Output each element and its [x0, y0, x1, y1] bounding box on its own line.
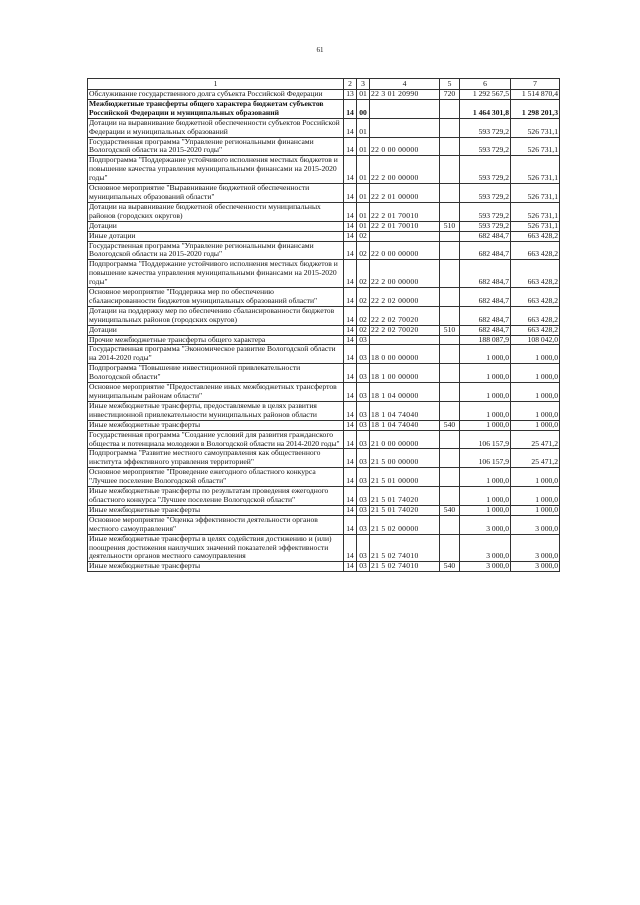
amount-year2-cell: 25 471,2 [511, 430, 560, 449]
item-name-cell: Подпрограмма "Повышение инвестиционной привлекательности Вологодской области" [88, 364, 344, 383]
column-header: 6 [460, 79, 511, 90]
amount-year2-cell: 1 000,0 [511, 383, 560, 402]
page-number: 61 [316, 46, 324, 54]
table-row [88, 202, 560, 221]
table-row [88, 99, 560, 118]
amount-year1-cell: 1 464 301,8 [460, 99, 511, 118]
amount-year1-cell: 1 000,0 [460, 345, 511, 364]
subsection-code-cell: 01 [357, 90, 370, 100]
section-code-cell: 14 [344, 487, 357, 506]
amount-year1-cell: 682 484,7 [460, 260, 511, 288]
amount-year1-cell: 1 000,0 [460, 505, 511, 515]
amount-year2-cell: 1 000,0 [511, 401, 560, 420]
target-code-cell: 18 1 04 74040 [370, 401, 440, 420]
subsection-code-cell: 03 [357, 487, 370, 506]
subsection-code-cell: 03 [357, 449, 370, 468]
item-name-cell: Дотации на выравнивание бюджетной обеспеченности субъектов Российской Федерации и муниципальных образований [88, 118, 344, 137]
subsection-code-cell: 03 [357, 335, 370, 345]
amount-year2-cell: 1 000,0 [511, 468, 560, 487]
table-row [88, 118, 560, 137]
table-row [88, 468, 560, 487]
expense-type-cell [440, 156, 460, 184]
amount-year1-cell: 682 484,7 [460, 241, 511, 260]
subsection-code-cell: 03 [357, 515, 370, 534]
target-code-cell: 22 2 02 70020 [370, 306, 440, 325]
target-code-cell: 22 2 00 00000 [370, 156, 440, 184]
expense-type-cell [440, 202, 460, 221]
item-name-cell: Иные межбюджетные трансферты [88, 505, 344, 515]
amount-year2-cell: 3 000,0 [511, 562, 560, 572]
amount-year2-cell: 663 428,2 [511, 288, 560, 307]
subsection-code-cell: 02 [357, 306, 370, 325]
amount-year2-cell: 1 298 201,3 [511, 99, 560, 118]
item-name-cell: Основное мероприятие "Оценка эффективности деятельности органов местного самоуправления" [88, 515, 344, 534]
subsection-code-cell: 02 [357, 241, 370, 260]
subsection-code-cell: 02 [357, 325, 370, 335]
amount-year1-cell: 682 484,7 [460, 231, 511, 241]
expense-type-cell [440, 231, 460, 241]
amount-year1-cell: 593 729,2 [460, 118, 511, 137]
table-row [88, 383, 560, 402]
section-code-cell: 14 [344, 156, 357, 184]
amount-year1-cell: 106 157,9 [460, 430, 511, 449]
expense-type-cell: 540 [440, 562, 460, 572]
section-code-cell: 14 [344, 430, 357, 449]
table-row [88, 231, 560, 241]
column-header: 7 [511, 79, 560, 90]
section-code-cell: 14 [344, 184, 357, 203]
table-row [88, 401, 560, 420]
section-code-cell: 14 [344, 505, 357, 515]
table-row [88, 325, 560, 335]
subsection-code-cell: 03 [357, 401, 370, 420]
item-name-cell: Дотации на поддержку мер по обеспечению сбалансированности бюджетов муниципальных районов (городских округов) [88, 306, 344, 325]
table-row [88, 345, 560, 364]
amount-year2-cell: 1 000,0 [511, 487, 560, 506]
subsection-code-cell: 03 [357, 364, 370, 383]
amount-year2-cell: 1 000,0 [511, 505, 560, 515]
table-row [88, 534, 560, 562]
column-header: 1 [88, 79, 344, 90]
target-code-cell: 22 2 02 70020 [370, 325, 440, 335]
amount-year1-cell: 188 087,9 [460, 335, 511, 345]
target-code-cell: 18 1 04 00000 [370, 383, 440, 402]
subsection-code-cell: 03 [357, 468, 370, 487]
expense-type-cell [440, 241, 460, 260]
item-name-cell: Обслуживание государственного долга субъекта Российской Федерации [88, 90, 344, 100]
amount-year2-cell: 663 428,2 [511, 241, 560, 260]
amount-year1-cell: 593 729,2 [460, 156, 511, 184]
item-name-cell: Основное мероприятие "Поддержка мер по обеспечению сбалансированности бюджетов муниципальных образований области" [88, 288, 344, 307]
item-name-cell: Межбюджетные трансферты общего характера бюджетам субъектов Российской Федерации и муниципальных образований [88, 99, 344, 118]
item-name-cell: Основное мероприятие "Проведение ежегодного областного конкурса "Лучшее поселение Вологодской области" [88, 468, 344, 487]
section-code-cell: 14 [344, 137, 357, 156]
column-header: 4 [370, 79, 440, 90]
subsection-code-cell: 01 [357, 137, 370, 156]
item-name-cell: Подпрограмма "Развитие местного самоуправления как общественного института эффективного управления территорией" [88, 449, 344, 468]
target-code-cell: 18 1 00 00000 [370, 364, 440, 383]
expense-type-cell: 540 [440, 420, 460, 430]
section-code-cell: 14 [344, 534, 357, 562]
expense-type-cell [440, 335, 460, 345]
item-name-cell: Подпрограмма "Поддержание устойчивого исполнения местных бюджетов и повышение качества управления муниципальными финансами на 2015-2020 годы" [88, 156, 344, 184]
amount-year1-cell: 3 000,0 [460, 534, 511, 562]
table-row [88, 420, 560, 430]
target-code-cell: 21 5 02 74010 [370, 562, 440, 572]
section-code-cell: 14 [344, 515, 357, 534]
table-row [88, 430, 560, 449]
expense-type-cell [440, 118, 460, 137]
subsection-code-cell: 00 [357, 99, 370, 118]
table-row [88, 221, 560, 231]
section-code-cell: 14 [344, 383, 357, 402]
expense-type-cell: 540 [440, 505, 460, 515]
section-code-cell: 14 [344, 202, 357, 221]
budget-table [87, 78, 560, 572]
target-code-cell: 21 5 02 00000 [370, 515, 440, 534]
amount-year1-cell: 1 000,0 [460, 401, 511, 420]
expense-type-cell [440, 364, 460, 383]
amount-year1-cell: 682 484,7 [460, 325, 511, 335]
amount-year2-cell: 526 731,1 [511, 221, 560, 231]
table-row [88, 364, 560, 383]
target-code-cell: 22 2 01 00000 [370, 184, 440, 203]
section-code-cell: 14 [344, 335, 357, 345]
subsection-code-cell: 03 [357, 534, 370, 562]
section-code-cell: 14 [344, 118, 357, 137]
item-name-cell: Государственная программа "Создание условий для развития гражданского общества и потенциала молодежи в Вологодской области на 2014-2020 годы" [88, 430, 344, 449]
amount-year1-cell: 3 000,0 [460, 515, 511, 534]
amount-year1-cell: 682 484,7 [460, 306, 511, 325]
item-name-cell: Иные межбюджетные трансферты в целях содействия достижению и (или) поощрения достижения наилучших значений показателей эффективности деятельности органов местного самоуправления [88, 534, 344, 562]
subsection-code-cell: 01 [357, 156, 370, 184]
amount-year1-cell: 1 000,0 [460, 468, 511, 487]
subsection-code-cell: 01 [357, 202, 370, 221]
section-code-cell: 14 [344, 231, 357, 241]
amount-year2-cell: 526 731,1 [511, 156, 560, 184]
target-code-cell [370, 99, 440, 118]
table-row [88, 156, 560, 184]
amount-year1-cell: 593 729,2 [460, 184, 511, 203]
table-row [88, 241, 560, 260]
table-row [88, 306, 560, 325]
section-code-cell: 14 [344, 449, 357, 468]
section-code-cell: 13 [344, 90, 357, 100]
column-header: 2 [344, 79, 357, 90]
section-code-cell: 14 [344, 221, 357, 231]
amount-year2-cell: 663 428,2 [511, 260, 560, 288]
table-row [88, 505, 560, 515]
target-code-cell: 21 0 00 00000 [370, 430, 440, 449]
subsection-code-cell: 01 [357, 184, 370, 203]
target-code-cell: 22 2 01 70010 [370, 221, 440, 231]
table-row [88, 184, 560, 203]
header-row [88, 79, 560, 90]
subsection-code-cell: 03 [357, 383, 370, 402]
target-code-cell: 21 5 02 74010 [370, 534, 440, 562]
section-code-cell: 14 [344, 562, 357, 572]
item-name-cell: Иные межбюджетные трансферты [88, 562, 344, 572]
subsection-code-cell: 02 [357, 288, 370, 307]
item-name-cell: Дотации [88, 325, 344, 335]
amount-year2-cell: 526 731,1 [511, 184, 560, 203]
amount-year1-cell: 1 000,0 [460, 420, 511, 430]
section-code-cell: 14 [344, 99, 357, 118]
target-code-cell: 22 2 00 00000 [370, 260, 440, 288]
item-name-cell: Иные межбюджетные трансферты, предоставляемые в целях развития инвестиционной привлекательности муниципальных районов области [88, 401, 344, 420]
expense-type-cell [440, 306, 460, 325]
subsection-code-cell: 01 [357, 221, 370, 231]
target-code-cell: 22 2 01 70010 [370, 202, 440, 221]
amount-year2-cell: 526 731,1 [511, 118, 560, 137]
column-header: 5 [440, 79, 460, 90]
expense-type-cell [440, 99, 460, 118]
section-code-cell: 14 [344, 401, 357, 420]
table-body [88, 90, 560, 572]
expense-type-cell [440, 534, 460, 562]
target-code-cell: 21 5 01 00000 [370, 468, 440, 487]
amount-year2-cell: 25 471,2 [511, 449, 560, 468]
amount-year1-cell: 3 000,0 [460, 562, 511, 572]
column-header: 3 [357, 79, 370, 90]
subsection-code-cell: 03 [357, 505, 370, 515]
amount-year2-cell: 1 000,0 [511, 420, 560, 430]
section-code-cell: 14 [344, 260, 357, 288]
target-code-cell [370, 231, 440, 241]
target-code-cell: 21 5 01 74020 [370, 505, 440, 515]
target-code-cell: 21 5 01 74020 [370, 487, 440, 506]
amount-year1-cell: 1 000,0 [460, 383, 511, 402]
target-code-cell: 18 1 04 74040 [370, 420, 440, 430]
amount-year1-cell: 1 000,0 [460, 487, 511, 506]
target-code-cell [370, 118, 440, 137]
table-row [88, 449, 560, 468]
expense-type-cell [440, 401, 460, 420]
amount-year2-cell: 663 428,2 [511, 231, 560, 241]
table-row [88, 562, 560, 572]
expense-type-cell [440, 288, 460, 307]
target-code-cell: 22 3 01 20990 [370, 90, 440, 100]
section-code-cell: 14 [344, 241, 357, 260]
amount-year2-cell: 1 514 870,4 [511, 90, 560, 100]
amount-year1-cell: 593 729,2 [460, 202, 511, 221]
amount-year2-cell: 3 000,0 [511, 515, 560, 534]
item-name-cell: Иные межбюджетные трансферты [88, 420, 344, 430]
amount-year1-cell: 106 157,9 [460, 449, 511, 468]
target-code-cell: 22 2 02 00000 [370, 288, 440, 307]
section-code-cell: 14 [344, 306, 357, 325]
section-code-cell: 14 [344, 468, 357, 487]
section-code-cell: 14 [344, 325, 357, 335]
expense-type-cell [440, 184, 460, 203]
table-row [88, 288, 560, 307]
item-name-cell: Основное мероприятие "Предоставление иных межбюджетных трансфертов муниципальным районам области" [88, 383, 344, 402]
subsection-code-cell: 03 [357, 430, 370, 449]
amount-year1-cell: 1 000,0 [460, 364, 511, 383]
subsection-code-cell: 03 [357, 345, 370, 364]
subsection-code-cell: 01 [357, 118, 370, 137]
item-name-cell: Дотации на выравнивание бюджетной обеспеченности муниципальных районов (городских округов) [88, 202, 344, 221]
table-row [88, 90, 560, 100]
amount-year2-cell: 1 000,0 [511, 345, 560, 364]
target-code-cell [370, 335, 440, 345]
expense-type-cell [440, 383, 460, 402]
item-name-cell: Иные межбюджетные трансферты по результатам проведения ежегодного областного конкурса "Лучшее поселение Вологодской области" [88, 487, 344, 506]
item-name-cell: Дотации [88, 221, 344, 231]
amount-year1-cell: 682 484,7 [460, 288, 511, 307]
amount-year2-cell: 108 042,0 [511, 335, 560, 345]
target-code-cell: 18 0 00 00000 [370, 345, 440, 364]
expense-type-cell: 510 [440, 221, 460, 231]
table-row [88, 487, 560, 506]
item-name-cell: Основное мероприятие "Выравнивание бюджетной обеспеченности муниципальных образований области" [88, 184, 344, 203]
amount-year2-cell: 526 731,1 [511, 137, 560, 156]
subsection-code-cell: 03 [357, 562, 370, 572]
table-row [88, 137, 560, 156]
expense-type-cell [440, 449, 460, 468]
expense-type-cell [440, 137, 460, 156]
table-row [88, 515, 560, 534]
table-row [88, 260, 560, 288]
expense-type-cell [440, 487, 460, 506]
table-row [88, 335, 560, 345]
subsection-code-cell: 03 [357, 420, 370, 430]
expense-type-cell [440, 260, 460, 288]
expense-type-cell: 510 [440, 325, 460, 335]
section-code-cell: 14 [344, 420, 357, 430]
expense-type-cell [440, 345, 460, 364]
amount-year1-cell: 593 729,2 [460, 221, 511, 231]
expense-type-cell [440, 430, 460, 449]
amount-year2-cell: 1 000,0 [511, 364, 560, 383]
amount-year2-cell: 526 731,1 [511, 202, 560, 221]
subsection-code-cell: 02 [357, 260, 370, 288]
section-code-cell: 14 [344, 364, 357, 383]
section-code-cell: 14 [344, 288, 357, 307]
expense-type-cell [440, 468, 460, 487]
target-code-cell: 21 5 00 00000 [370, 449, 440, 468]
amount-year2-cell: 663 428,2 [511, 306, 560, 325]
item-name-cell: Прочие межбюджетные трансферты общего характера [88, 335, 344, 345]
amount-year2-cell: 663 428,2 [511, 325, 560, 335]
amount-year1-cell: 593 729,2 [460, 137, 511, 156]
item-name-cell: Государственная программа "Управление региональными финансами Вологодской области на 2015-2020 годы" [88, 241, 344, 260]
expense-type-cell: 720 [440, 90, 460, 100]
expense-type-cell [440, 515, 460, 534]
section-code-cell: 14 [344, 345, 357, 364]
target-code-cell: 22 0 00 00000 [370, 241, 440, 260]
subsection-code-cell: 02 [357, 231, 370, 241]
item-name-cell: Подпрограмма "Поддержание устойчивого исполнения местных бюджетов и повышение качества управления муниципальными финансами на 2015-2020 годы" [88, 260, 344, 288]
target-code-cell: 22 0 00 00000 [370, 137, 440, 156]
item-name-cell: Иные дотации [88, 231, 344, 241]
amount-year1-cell: 1 292 567,5 [460, 90, 511, 100]
item-name-cell: Государственная программа "Управление региональными финансами Вологодской области на 2015-2020 годы" [88, 137, 344, 156]
amount-year2-cell: 3 000,0 [511, 534, 560, 562]
item-name-cell: Государственная программа "Экономическое развитие Вологодской области на 2014-2020 годы" [88, 345, 344, 364]
